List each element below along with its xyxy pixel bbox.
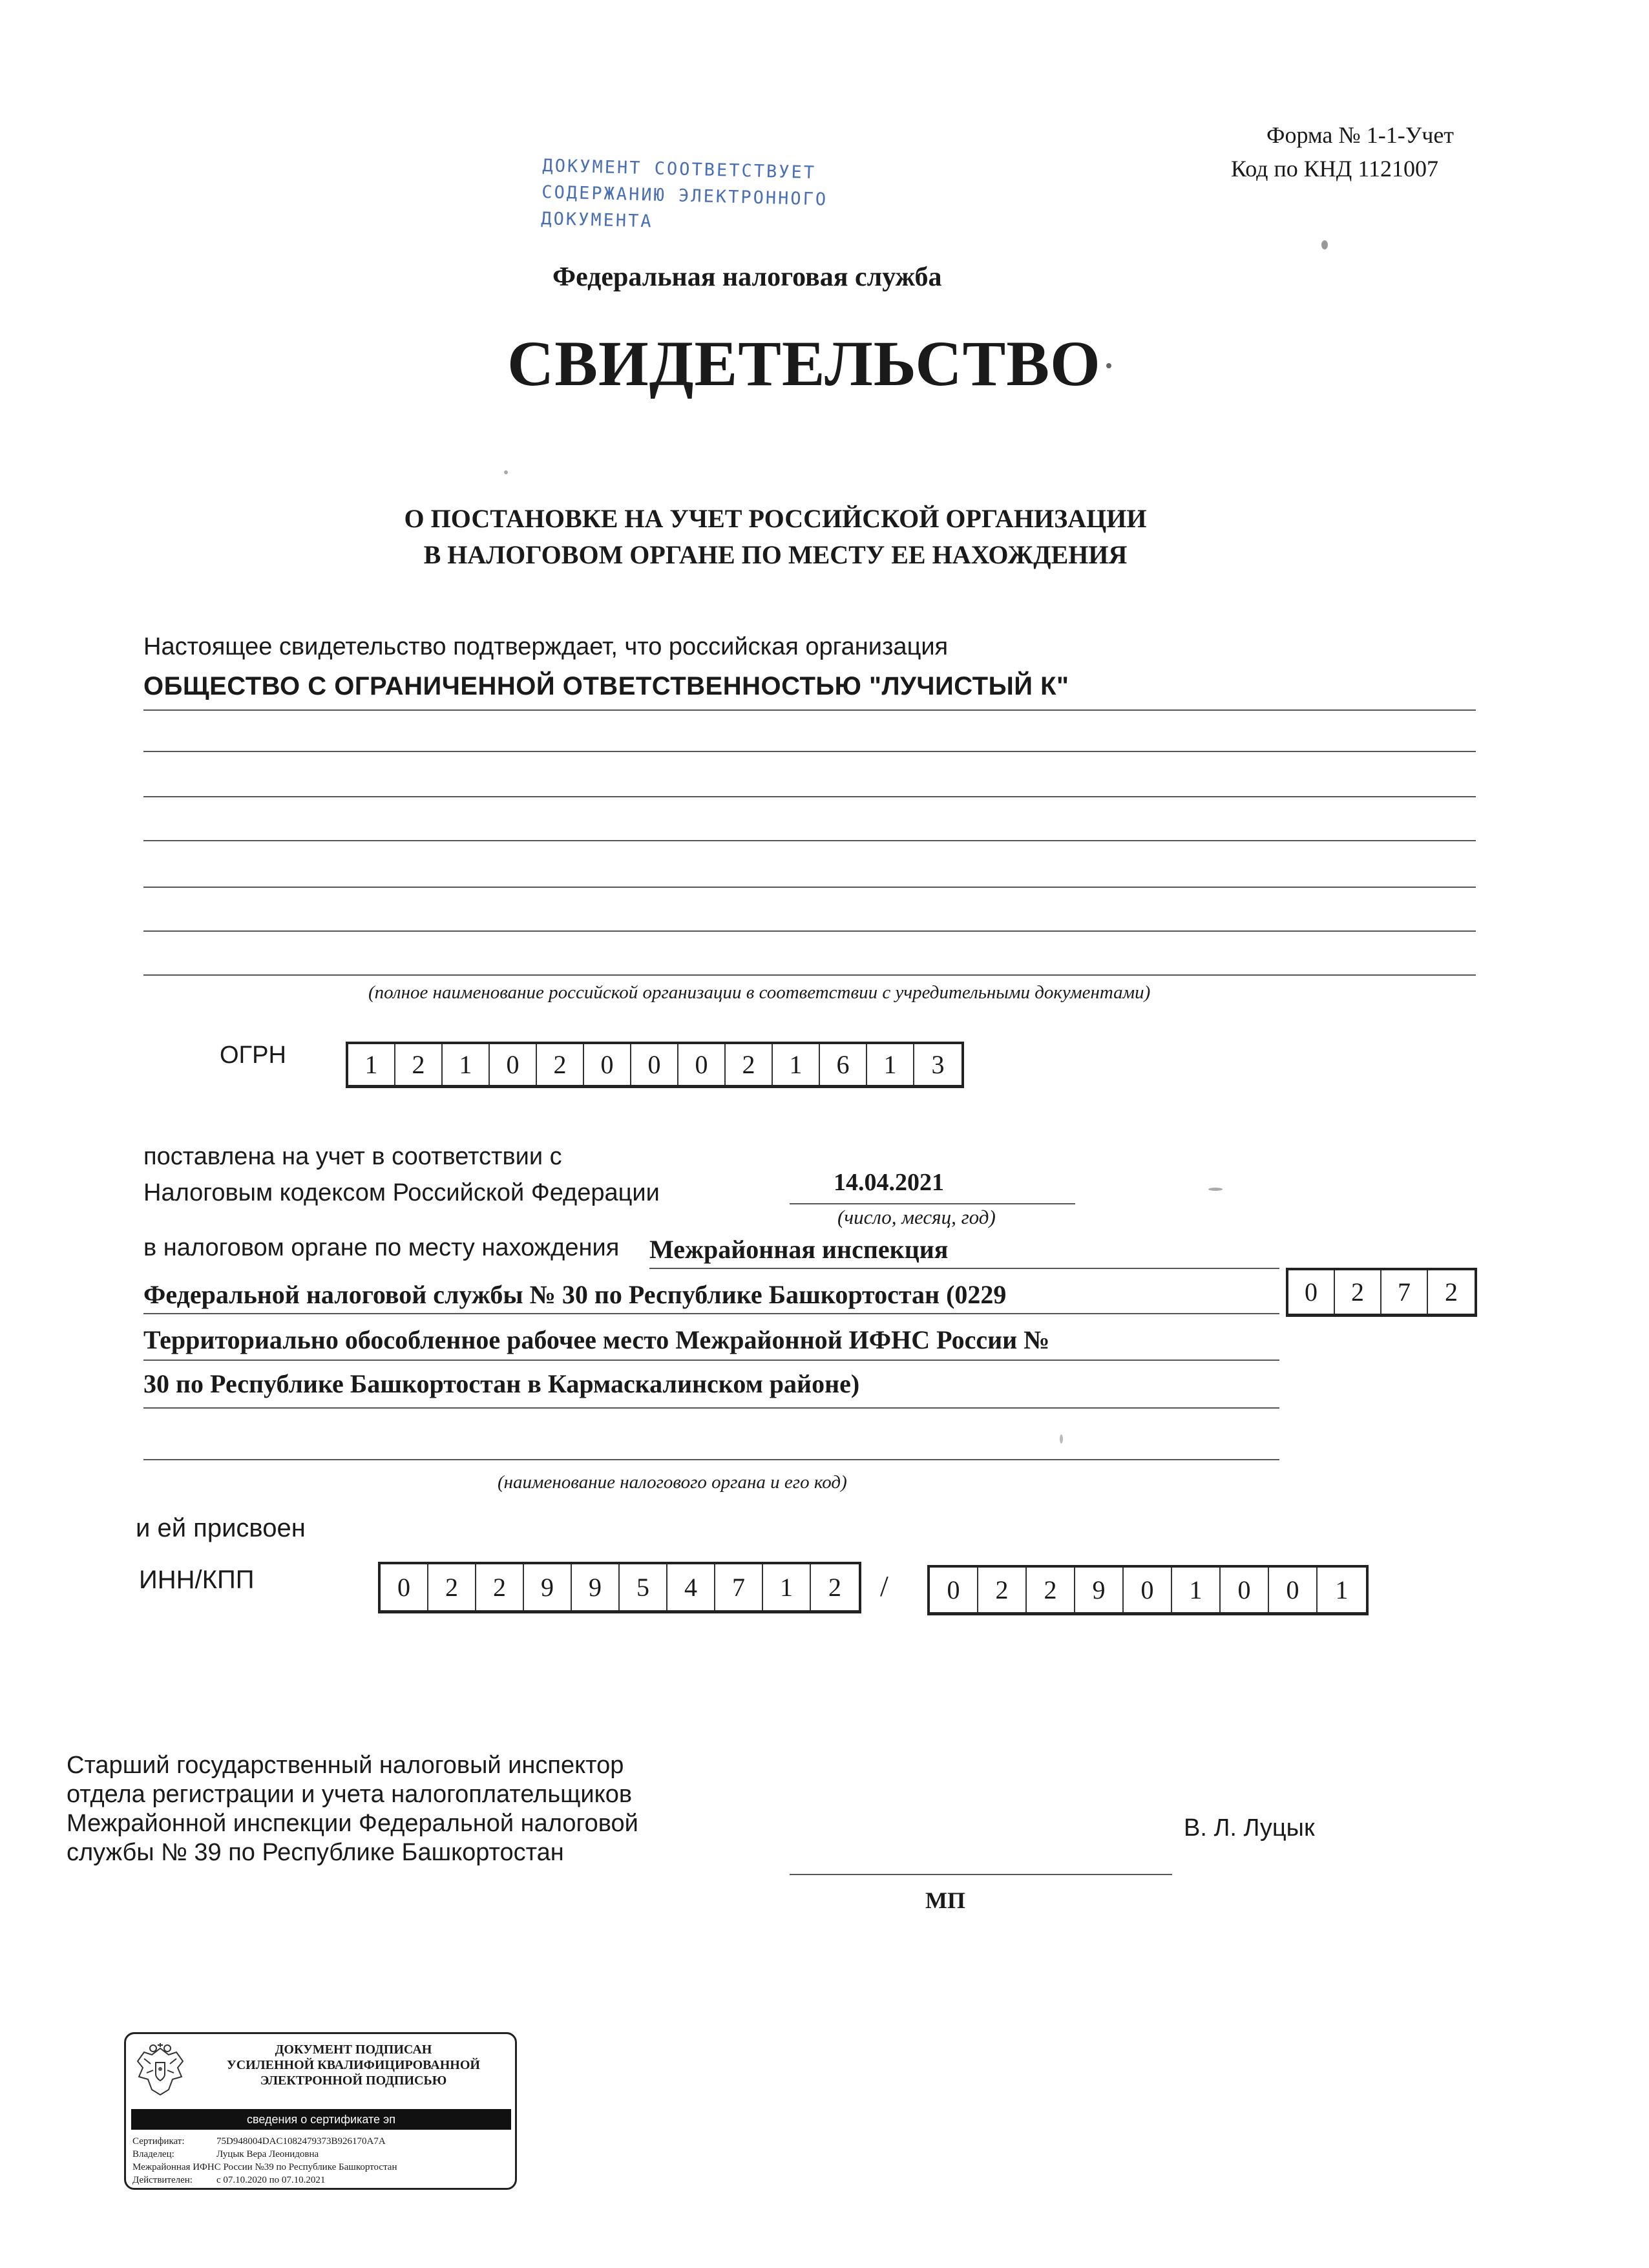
- subtitle-line: О ПОСТАНОВКЕ НА УЧЕТ РОССИЙСКОЙ ОРГАНИЗАЦИИ: [404, 504, 1147, 533]
- validity-label: Действителен:: [132, 2175, 193, 2185]
- registration-date-caption: (число, месяц, год): [837, 1206, 996, 1228]
- electronic-signature-stamp: [124, 2032, 517, 2190]
- esignature-title-line: ЭЛЕКТРОННОЙ ПОДПИСЬЮ: [260, 2074, 447, 2088]
- tax-office-name-line: Федеральной налоговой службы № 30 по Республике Башкортостан (0229: [143, 1280, 1007, 1309]
- tax-office-lead: в налоговом органе по месту нахождения: [143, 1234, 620, 1261]
- org-name-rule: [143, 840, 1476, 841]
- tax-office-rule: [143, 1360, 1279, 1361]
- ogrn-digit: 2: [537, 1044, 584, 1085]
- ogrn-digit: 0: [584, 1044, 631, 1085]
- inn-digit: 0: [381, 1564, 428, 1610]
- certificate-organization: Межрайонная ИФНС России №39 по Республике Башкортостан: [132, 2162, 397, 2172]
- inspector-title-line: Старший государственный налоговый инспектор: [67, 1752, 624, 1779]
- signature-rule: [790, 1874, 1172, 1875]
- certificate-label: Сертификат:: [132, 2136, 185, 2147]
- inn-digit: 1: [763, 1564, 811, 1610]
- tax-office-rule: [143, 1407, 1279, 1409]
- owner-row: [132, 2148, 397, 2161]
- org-name-rule: [143, 796, 1476, 797]
- stamp-line: СОДЕРЖАНИЮ ЭЛЕКТРОННОГО: [541, 182, 828, 210]
- kpp-digit-boxes: [927, 1565, 1369, 1615]
- ogrn-digit: 1: [867, 1044, 914, 1085]
- ogrn-digit: 1: [348, 1044, 395, 1085]
- registration-text-line: Налоговым кодексом Российской Федерации: [143, 1179, 660, 1206]
- stamp-line: ДОКУМЕНТА: [540, 208, 653, 232]
- certificate-row: [132, 2135, 397, 2148]
- inn-kpp-separator: /: [880, 1570, 888, 1602]
- kpp-digit: 2: [1027, 1568, 1075, 1612]
- tax-office-rule: [649, 1268, 1279, 1269]
- organization-name: ОБЩЕСТВО С ОГРАНИЧЕННОЙ ОТВЕТСТВЕННОСТЬЮ "ЛУЧИСТЫЙ К": [143, 672, 1069, 700]
- org-name-rule: [143, 709, 1476, 711]
- organization-caption: (полное наименование российской организации в соответствии с учредительными документами): [368, 982, 1151, 1003]
- confirm-text: Настоящее свидетельство подтверждает, что российская организация: [143, 633, 949, 660]
- certificate-info-bar: сведения о сертификате эп: [131, 2109, 511, 2130]
- inn-digit: 2: [828, 1573, 841, 1602]
- scan-speck: [1106, 363, 1111, 368]
- inn-digit: 2: [428, 1564, 476, 1610]
- ogrn-digit: 0: [631, 1044, 678, 1085]
- certificate-value: 75D948004DAC1082479373B926170A7A: [216, 2136, 386, 2147]
- inn-digit: 9: [524, 1564, 572, 1610]
- inn-digit: 2: [476, 1564, 524, 1610]
- document-subtitle: [323, 501, 1228, 573]
- tax-office-rule: [143, 1313, 1279, 1314]
- kpp-digit: 0: [1124, 1568, 1172, 1612]
- registration-text-line: поставлена на учет в соответствии с: [143, 1143, 562, 1170]
- knd-code: Код по КНД 1121007: [1231, 156, 1438, 182]
- subtitle-line: В НАЛОГОВОМ ОРГАНЕ ПО МЕСТУ ЕЕ НАХОЖДЕНИЯ: [423, 540, 1128, 569]
- tax-office-code-boxes: [1286, 1268, 1477, 1317]
- tax-office-name-line: Межрайонная инспекция: [649, 1235, 949, 1264]
- seal-place-label: МП: [925, 1887, 965, 1913]
- esignature-title: [198, 2042, 509, 2088]
- kpp-digit: 1: [1172, 1568, 1221, 1612]
- tax-office-code-digit: 2: [1335, 1270, 1381, 1314]
- issuer-name: Федеральная налоговая служба: [552, 262, 942, 292]
- tax-office-code-digit: 0: [1288, 1270, 1335, 1314]
- inspector-title-line: службы № 39 по Республике Башкортостан: [67, 1839, 564, 1866]
- ogrn-label: ОГРН: [220, 1042, 286, 1069]
- ogrn-digit: 2: [726, 1044, 773, 1085]
- inn-digit: 7: [715, 1564, 763, 1610]
- ogrn-digit-boxes: [346, 1042, 964, 1088]
- kpp-digit: 0: [1221, 1568, 1269, 1612]
- inn-kpp-label: ИНН/КПП: [139, 1566, 255, 1594]
- kpp-digit: 0: [1269, 1568, 1318, 1612]
- inspector-name: В. Л. Луцык: [1184, 1814, 1315, 1842]
- org-name-rule: [143, 974, 1476, 976]
- validity-value: с 07.10.2020 по 07.10.2021: [216, 2175, 326, 2185]
- ogrn-digit: 1: [773, 1044, 820, 1085]
- tax-office-name-line: 30 по Республике Башкортостан в Кармаскалинском районе): [143, 1369, 860, 1398]
- kpp-digit: 1: [1335, 1575, 1349, 1604]
- owner-value: Луцык Вера Леонидовна: [216, 2149, 319, 2159]
- owner-label: Владелец:: [132, 2149, 174, 2159]
- inn-digit: 9: [572, 1564, 620, 1610]
- inn-digit-boxes: [378, 1562, 861, 1613]
- kpp-digit: 2: [978, 1568, 1027, 1612]
- scan-speck: [1321, 240, 1328, 249]
- inn-digit: 5: [620, 1564, 667, 1610]
- org-name-rule: [143, 751, 1476, 752]
- org-name-rule: [143, 887, 1476, 888]
- inn-digit: 4: [667, 1564, 715, 1610]
- certificate-details: [132, 2135, 397, 2187]
- conformity-stamp: [541, 152, 829, 240]
- tax-office-caption: (наименование налогового органа и его код): [498, 1472, 847, 1493]
- kpp-digit: 9: [1075, 1568, 1124, 1612]
- registration-date: 14.04.2021: [834, 1169, 944, 1196]
- ogrn-digit: 2: [395, 1044, 443, 1085]
- registration-text: [143, 1139, 790, 1211]
- document-title: СВИДЕТЕЛЬСТВО: [507, 328, 1101, 399]
- coat-of-arms-icon: [131, 2039, 189, 2101]
- ogrn-digit: 6: [820, 1044, 867, 1085]
- org-name-rule: [143, 930, 1476, 932]
- scan-speck: [1208, 1188, 1223, 1191]
- ogrn-digit: 1: [443, 1044, 490, 1085]
- scan-speck: [504, 470, 508, 474]
- date-rule: [790, 1203, 1075, 1204]
- ogrn-digit: 0: [490, 1044, 537, 1085]
- esignature-title-line: УСИЛЕННОЙ КВАЛИФИЦИРОВАННОЙ: [227, 2058, 480, 2072]
- kpp-digit: 0: [930, 1568, 978, 1612]
- inspector-title: [67, 1751, 638, 1867]
- validity-row: [132, 2174, 397, 2187]
- ogrn-digit: 0: [678, 1044, 726, 1085]
- scan-speck: [1060, 1434, 1063, 1444]
- form-number: Форма № 1-1-Учет: [1266, 122, 1455, 148]
- tax-office-rule: [143, 1459, 1279, 1460]
- ogrn-digit: 3: [931, 1050, 945, 1079]
- tax-office-code-digit: 7: [1381, 1270, 1428, 1314]
- inspector-title-line: Межрайонной инспекции Федеральной налоговой: [67, 1810, 638, 1837]
- inspector-title-line: отдела регистрации и учета налогоплательщиков: [67, 1781, 633, 1808]
- tax-office-name-line: Территориально обособленное рабочее место Межрайонной ИФНС России №: [143, 1325, 1050, 1354]
- tax-office-code-digit: 2: [1445, 1277, 1458, 1307]
- stamp-line: ДОКУМЕНТ СООТВЕТСТВУЕТ: [542, 155, 817, 184]
- assigned-text: и ей присвоен: [136, 1514, 306, 1542]
- esignature-title-line: ДОКУМЕНТ ПОДПИСАН: [275, 2042, 432, 2057]
